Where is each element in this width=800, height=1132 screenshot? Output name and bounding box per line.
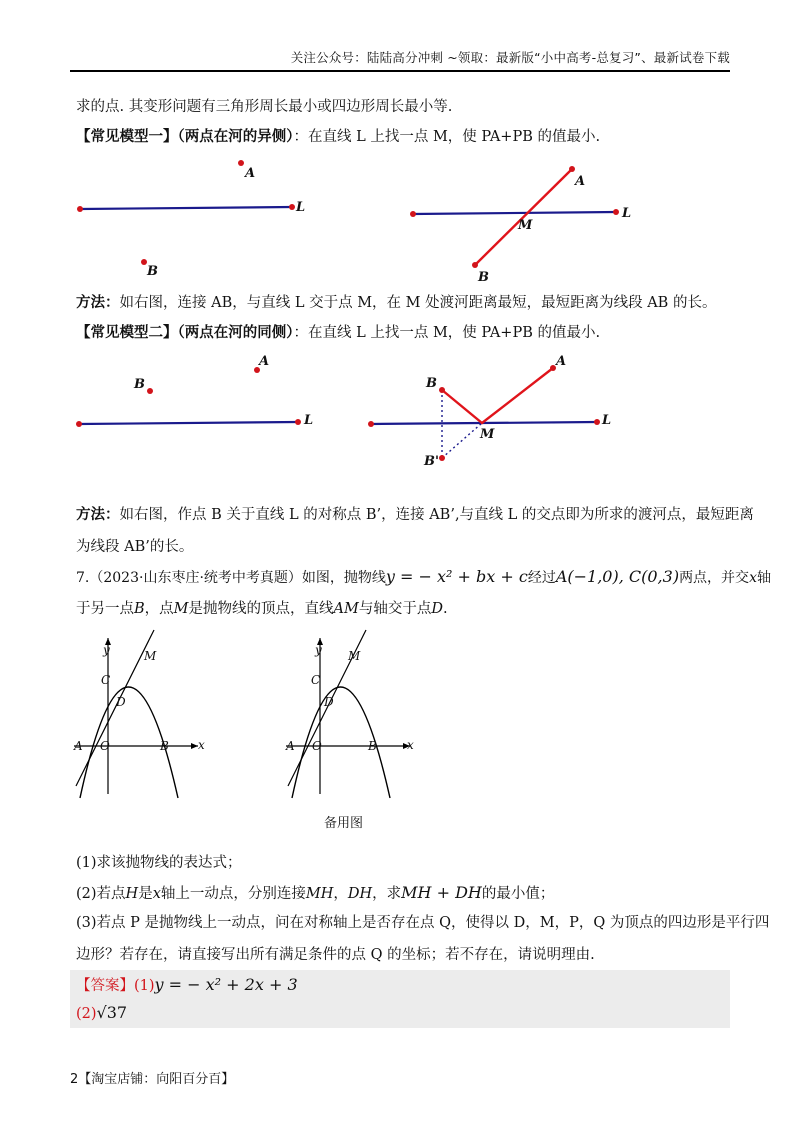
- model1-right-label-L: L: [622, 206, 632, 221]
- model1-right-line-end: [410, 211, 416, 217]
- problem7-var-B: B: [134, 601, 145, 617]
- model2-left-label-B: B: [134, 377, 145, 392]
- problem7-var-AM: AM: [333, 601, 359, 617]
- q2-text-c: 轴上一动点，分别连接: [160, 886, 306, 902]
- line-AM: [76, 630, 157, 786]
- fig1-label-D: D: [116, 695, 126, 709]
- model2-left-line-end: [76, 421, 82, 427]
- model1-left-point-A: [238, 160, 244, 166]
- model2-MBp-dotted: [442, 423, 482, 458]
- model1-method-text: 如右图，连接 AB，与直线 L 交于点 M，在 M 处渡河距离最短，最短距离为线段 AB 的长。: [119, 295, 717, 311]
- model1-text: ：在直线 L 上找一点 M，使 PA+PB 的值最小.: [293, 129, 601, 145]
- problem7-line2: 于另一点B，点M是抛物线的顶点，直线AM与轴交于点D.: [76, 601, 448, 617]
- backup-figure-caption: 备用图: [324, 816, 364, 831]
- problem7-figures: [60, 626, 440, 806]
- fig2-label-D: D: [324, 695, 334, 709]
- model2-right-label-Bprime: B': [424, 454, 439, 469]
- model2-condition: （两点在河的同侧）: [177, 324, 294, 341]
- model2-method-line2: 为线段 AB’的长。: [76, 539, 194, 555]
- page-footer: 2【淘宝店铺：向阳百分百】: [70, 1072, 235, 1087]
- model2-left-label-A: A: [259, 354, 270, 369]
- fig1-label-C: C: [101, 673, 111, 687]
- model1-left-line-end: [289, 204, 295, 210]
- model1-condition: （两点在河的异侧）: [177, 128, 294, 145]
- intro-text: 求的点. 其变形问题有三角形周长最小或四边形周长最小等.: [76, 99, 453, 115]
- problem7-source: （2023·山东枣庄·统考中考真题）: [89, 570, 302, 586]
- model2-left-line-L: [79, 422, 298, 424]
- q2-text-d: ，: [333, 886, 348, 902]
- model1-tag: 【常见模型一】: [76, 128, 178, 145]
- model1-right-label-B: B: [478, 270, 489, 285]
- problem7-line1: [76, 566, 771, 589]
- q2-expression: MH + DH: [401, 883, 482, 902]
- problem7-var-x: x: [749, 570, 757, 586]
- q2-text-f: 的最小值；: [481, 886, 555, 902]
- model2-right-label-B: B: [426, 376, 437, 391]
- problem7-text2b: ，点: [144, 601, 174, 617]
- model2-right-line-end: [594, 419, 600, 425]
- model2-left-label-L: L: [304, 413, 314, 428]
- model2-tag: 【常见模型二】: [76, 324, 178, 341]
- model1-method: [76, 292, 716, 314]
- question-2: [76, 882, 554, 905]
- x-axis-arrow: [191, 743, 198, 749]
- model1-right-label-A: A: [575, 174, 586, 189]
- problem7-equation: y = − x² + bx + c: [385, 567, 528, 586]
- problem7-text2d: 与轴交于点: [358, 601, 432, 617]
- model2-right-label-L: L: [602, 413, 612, 428]
- model2-right-point-Bprime: [439, 455, 445, 461]
- model2-right-label-A: A: [556, 354, 567, 369]
- model2-right-line-end: [368, 421, 374, 427]
- q2-text-e: ，求: [372, 886, 402, 902]
- fig2-label-C: C: [311, 673, 321, 687]
- model1-right-line-end: [613, 209, 619, 215]
- q2-text-a: (2)若点: [76, 886, 126, 902]
- fig1-label-A: A: [74, 739, 83, 753]
- model1-left-line-end: [77, 206, 83, 212]
- fig2-label-A: A: [286, 739, 295, 753]
- problem7-points: A(−1,0), C(0,3): [555, 567, 680, 586]
- fig2-label-B: B: [368, 739, 377, 753]
- answer-1-value: y = − x² + 2x + 3: [154, 975, 298, 994]
- model1-right-point-B: [472, 262, 478, 268]
- q2-var-H: H: [125, 886, 139, 902]
- model1-method-label: 方法：: [76, 294, 120, 311]
- problem7-text1a: 如图，抛物线: [301, 570, 386, 586]
- model2-left-line-end: [295, 419, 301, 425]
- fig1-label-M: M: [144, 649, 157, 663]
- question-1: (1)求该抛物线的表达式；: [76, 855, 242, 871]
- problem7-text1d: 轴: [756, 570, 771, 586]
- problem7-var-M: M: [173, 601, 189, 617]
- model2-method-text1: 如右图，作点 B 关于直线 L 的对称点 B’，连接 AB’,与直线 L 的交点即为所求的渡河点，最短距离: [119, 507, 754, 523]
- q2-var-MH: MH: [305, 886, 334, 902]
- fig1-label-O: O: [100, 739, 110, 753]
- model2-right-point-B: [439, 387, 445, 393]
- model1-right-point-A: [569, 166, 575, 172]
- answer-2-prefix: (2): [76, 1006, 97, 1022]
- q2-var-DH: DH: [347, 886, 373, 902]
- problem7-text1b: 经过: [527, 570, 556, 586]
- model2-left-point-B: [147, 388, 153, 394]
- problem7-var-D: D: [431, 601, 443, 617]
- answer-1: [76, 974, 298, 997]
- problem7-figure-main: [74, 630, 198, 798]
- model2-path-BMA: [442, 368, 553, 423]
- model2-method-label: 方法：: [76, 506, 120, 523]
- fig2-label-x: x: [407, 738, 414, 752]
- answer-1-prefix: (1): [134, 978, 155, 994]
- problem7-text2a: 于另一点: [76, 601, 134, 617]
- model2-heading: [76, 322, 600, 344]
- model1-left-label-B: B: [147, 264, 158, 279]
- question-3-line2: 边形？若存在，请直接写出所有满足条件的点 Q 的坐标；若不存在，请说明理由.: [76, 947, 595, 963]
- answer-2: [76, 1002, 127, 1025]
- problem7-text2c: 是抛物线的顶点，直线: [188, 601, 334, 617]
- q2-text-b: 是: [138, 886, 153, 902]
- question-3-line1: (3)若点 P 是抛物线上一动点，问在对称轴上是否存在点 Q，使得以 D，M，P，Q 为顶点的四边形是平行四: [76, 915, 770, 931]
- fig1-label-y: y: [103, 643, 110, 657]
- fig2-label-M: M: [348, 649, 361, 663]
- fig1-label-x: x: [198, 738, 205, 752]
- page-header: 关注公众号：陆陆高分冲刺 ~领取：最新版“小中高考-总复习”、最新试卷下载: [290, 50, 730, 65]
- answer-tag: 【答案】: [76, 978, 134, 994]
- model1-right-label-M: M: [518, 218, 533, 233]
- model1-left-line-L: [80, 207, 292, 209]
- fig2-label-y: y: [315, 643, 322, 657]
- model1-segment-AB: [475, 169, 572, 265]
- fig2-label-O: O: [312, 739, 322, 753]
- model1-figures: [0, 150, 800, 290]
- problem7-text1c: 两点，并交: [679, 570, 750, 586]
- problem7-number: 7.: [76, 570, 90, 586]
- model2-figures: [0, 350, 800, 475]
- model1-left-label-L: L: [296, 200, 306, 215]
- header-rule: [70, 70, 730, 72]
- model2-text: ：在直线 L 上找一点 M，使 PA+PB 的值最小.: [293, 325, 601, 341]
- model1-right-line-L: [413, 212, 616, 214]
- answer-2-value: √37: [96, 1003, 128, 1022]
- model2-right-label-M: M: [480, 427, 495, 442]
- model1-heading: [76, 126, 600, 148]
- q2-var-x: x: [152, 886, 161, 902]
- fig1-label-B: B: [160, 739, 169, 753]
- model1-left-label-A: A: [245, 166, 256, 181]
- model2-method-line1: [76, 504, 754, 526]
